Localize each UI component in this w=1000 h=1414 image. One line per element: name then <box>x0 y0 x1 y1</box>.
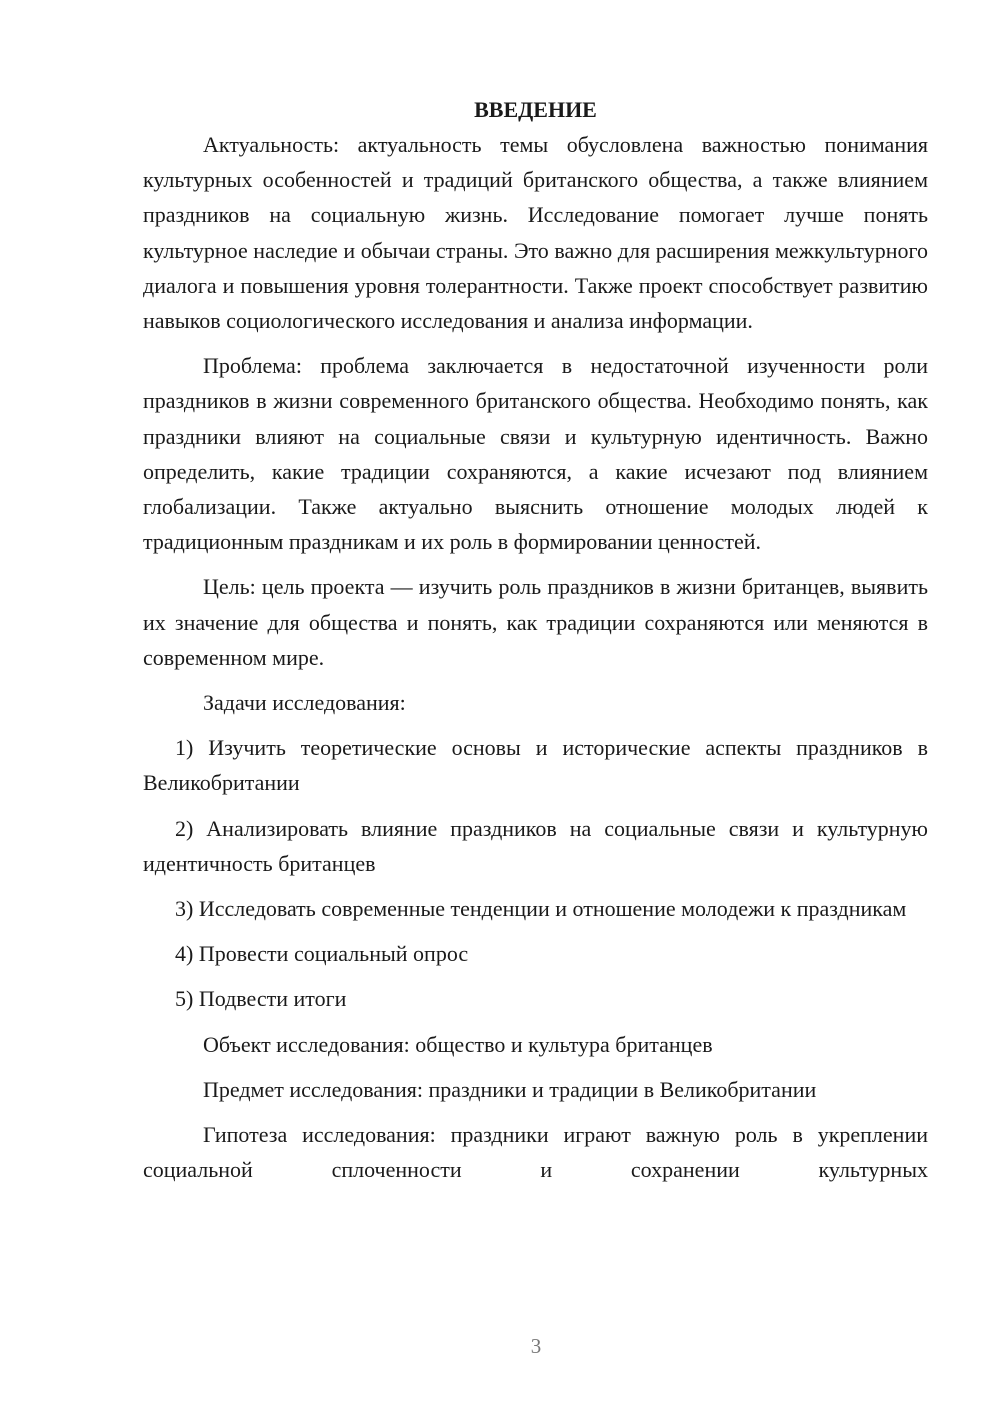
page-heading: ВВЕДЕНИЕ <box>474 97 597 122</box>
page-number: 3 <box>530 1334 542 1358</box>
task-item: 5) Подвести итоги <box>175 986 347 1012</box>
relevance-paragraph: Актуальность: актуальность темы обусловлена важностью понимания культурных особенностей и традиций британского общества, а также влиянием праздников на социальную жизнь. Исследование помогает лучше понять культурное наследие и обычаи страны. Это важно для расширения межкультурного диалога и повышения уровня толерантности. Также проект способствует развитию навыков социологического исследования и анализа информации. <box>143 132 928 334</box>
document-page <box>143 92 928 1187</box>
object-paragraph: Объект исследования: общество и культура британцев <box>203 1031 713 1057</box>
subject-paragraph: Предмет исследования: праздники и традиции в Великобритании <box>203 1076 817 1102</box>
tasks-heading: Задачи исследования: <box>203 690 406 716</box>
task-item: 1) Изучить теоретические основы и исторические аспекты праздников в Великобритании <box>143 735 928 796</box>
problem-paragraph: Проблема: проблема заключается в недостаточной изученности роли праздников в жизни современного британского общества. Необходимо понять, как праздники влияют на социальные связи и культурную идентичность. Важно определить, какие традиции сохраняются, а какие исчезают под влиянием глобализации. Также актуально выяснить отношение молодых людей к традиционным праздникам и их роль в формировании ценностей. <box>143 353 928 555</box>
goal-paragraph: Цель: цель проекта — изучить роль праздников в жизни британцев, выявить их значение для общества и понять, как традиции сохраняются или меняются в современном мире. <box>143 574 928 670</box>
hypothesis-paragraph: Гипотеза исследования: праздники играют важную роль в укреплении социальной сплоченности и сохранении культурных <box>143 1122 928 1183</box>
task-item: 4) Провести социальный опрос <box>175 941 469 967</box>
task-item: 2) Анализировать влияние праздников на социальные связи и культурную идентичность британцев <box>143 815 928 876</box>
task-item: 3) Исследовать современные тенденции и отношение молодежи к праздникам <box>175 896 907 922</box>
